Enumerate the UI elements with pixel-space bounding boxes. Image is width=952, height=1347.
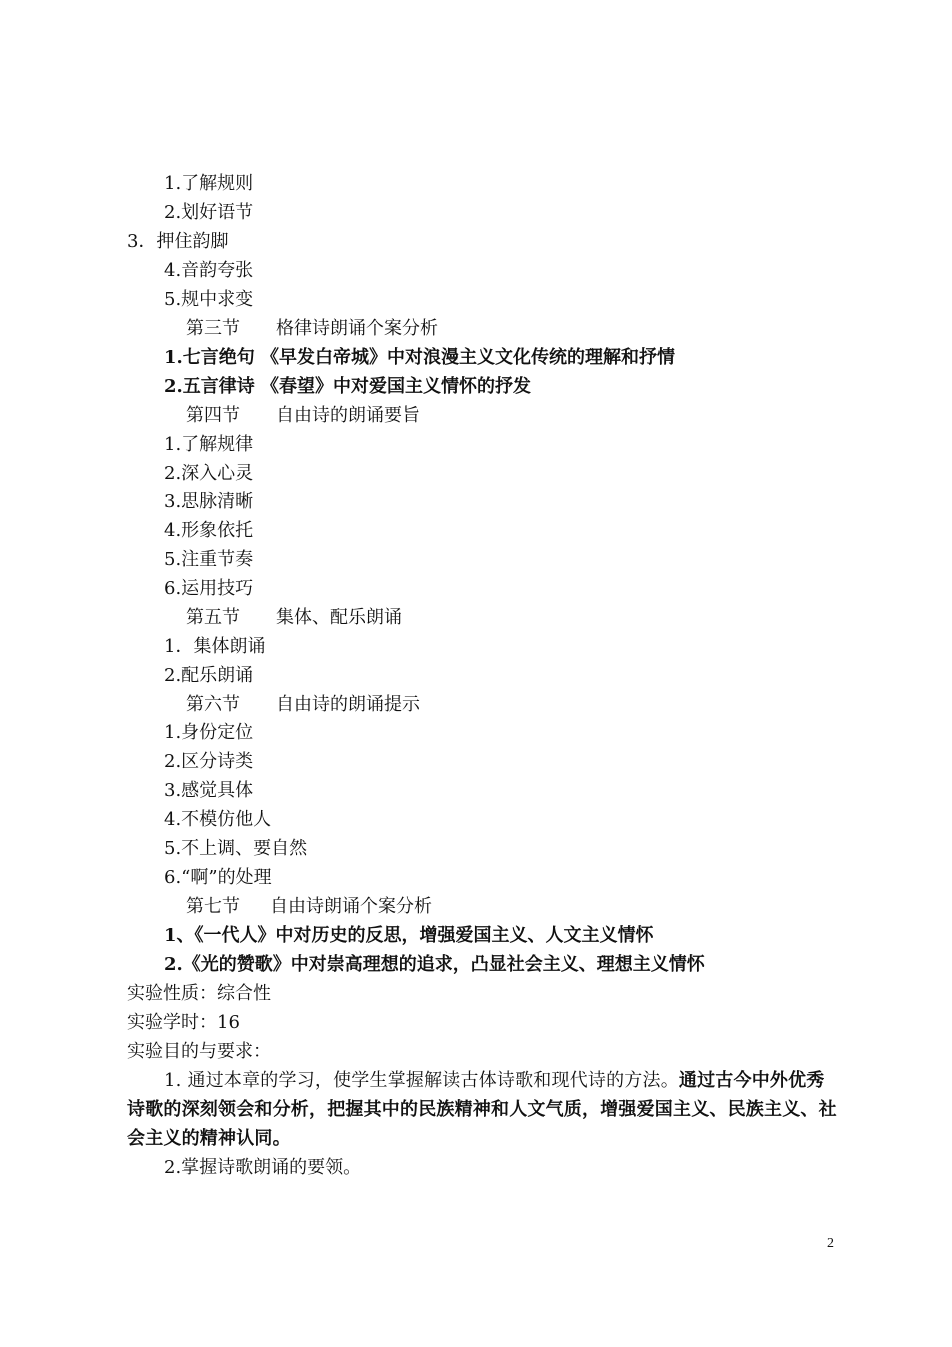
outline-item: 2.深入心灵 [164,463,254,484]
bold-outline-item: 1.七言绝句 《早发白帝城》中对浪漫主义文化传统的理解和抒情 [164,347,676,368]
section-title: 自由诗朗诵个案分析 [270,896,432,917]
outline-item: 1.身份定位 [164,722,254,743]
section-heading [186,693,420,717]
section-title: 自由诗的朗诵要旨 [276,405,420,426]
experiment-hours: 实验学时：16 [127,1012,240,1033]
outline-item: 5.规中求变 [164,289,254,310]
section-number: 第四节 [186,405,240,426]
bold-outline-item: 1、《一代人》中对历史的反思，增强爱国主义、人文主义情怀 [164,925,654,946]
section-heading [186,404,420,428]
outline-item: 3.感觉具体 [164,780,254,801]
page-number: 2 [827,1236,834,1251]
outline-item: 4.不模仿他人 [164,809,272,830]
outline-item: 1.了解规则 [164,173,254,194]
section-heading [186,317,438,341]
section-heading [186,895,432,919]
goal-paragraph-1 [127,1066,839,1153]
outline-item: 3．押住韵脚 [127,231,229,252]
section-number: 第七节 [186,896,240,917]
bold-outline-item: 2.五言律诗 《春望》中对爱国主义情怀的抒发 [164,376,532,397]
section-number: 第六节 [186,694,240,715]
section-heading [186,606,402,630]
outline-item: 2.划好语节 [164,202,254,223]
section-number: 第三节 [186,318,240,339]
outline-item: 3.思脉清晰 [164,491,254,512]
goal-paragraph-2: 2.掌握诗歌朗诵的要领。 [164,1157,362,1178]
outline-item: 6.“啊”的处理 [164,867,272,888]
section-title: 格律诗朗诵个案分析 [276,318,438,339]
outline-item: 2.区分诗类 [164,751,254,772]
outline-item: 1.了解规律 [164,434,254,455]
outline-item: 2.配乐朗诵 [164,665,254,686]
experiment-nature: 实验性质：综合性 [127,983,271,1004]
outline-item: 6.运用技巧 [164,578,254,599]
outline-item: 5.不上调、要自然 [164,838,308,859]
goal-1-bold-text: 通过古今中外优秀诗歌的深刻领会和分析，把握其中的民族精神和人文气质，增强爱国主义、民族主义、社会主义的精神认同。 [127,1070,837,1149]
bold-outline-item: 2.《光的赞歌》中对崇高理想的追求，凸显社会主义、理想主义情怀 [164,954,705,975]
outline-item: 5.注重节奏 [164,549,254,570]
section-title: 集体、配乐朗诵 [276,607,402,628]
experiment-goals-label: 实验目的与要求： [127,1041,271,1062]
outline-item: 1．集体朗诵 [164,636,266,657]
section-number: 第五节 [186,607,240,628]
goal-1-normal-text: 1. 通过本章的学习，使学生掌握解读古体诗歌和现代诗的方法。 [164,1070,679,1091]
outline-item: 4.形象依托 [164,520,254,541]
outline-item: 4.音韵夸张 [164,260,254,281]
section-title: 自由诗的朗诵提示 [276,694,420,715]
